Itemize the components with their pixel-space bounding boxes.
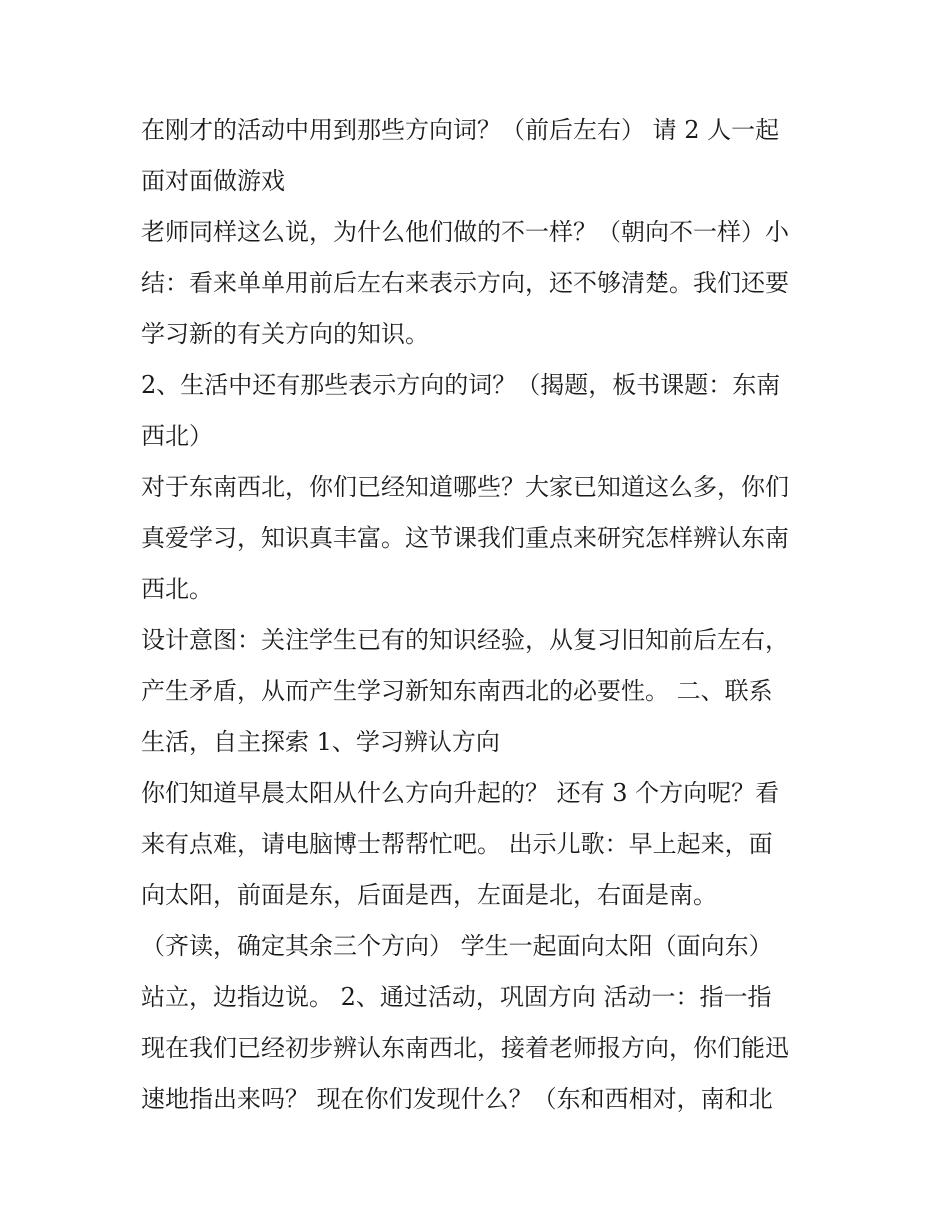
text-line: 面对面做游戏 [141,167,285,195]
text-line: 产生矛盾，从而产生学习新知东南西北的必要性。 二、联系 [141,677,773,705]
text-line: 对于东南西北，你们已经知道哪些？大家已知道这么多，你们 [141,473,789,501]
text-line: 学习新的有关方向的知识。 [141,320,429,348]
text-line: 老师同样这么说，为什么他们做的不一样？（朝向不一样）小 [141,218,789,246]
text-line: 设计意图：关注学生已有的知识经验，从复习旧知前后左右， [141,626,789,654]
text-line: 结：看来单单用前后左右来表示方向，还不够清楚。我们还要 [141,269,789,297]
text-line: 向太阳，前面是东，后面是西，左面是北，右面是南。 [141,881,717,909]
document-body [141,110,821,1130]
text-line: （齐读，确定其余三个方向） 学生一起面向太阳（面向东） [141,932,773,960]
text-line: 西北） [141,422,213,450]
text-line: 现在我们已经初步辨认东南西北，接着老师报方向，你们能迅 [141,1034,789,1062]
text-line: 速地指出来吗？ 现在你们发现什么？（东和西相对，南和北 [141,1085,773,1113]
text-line: 生活，自主探索 1、学习辨认方向 [141,728,500,756]
text-line: 站立，边指边说。 2、通过活动，巩固方向 活动一：指一指 [141,983,772,1011]
text-line: 2、生活中还有那些表示方向的词？（揭题，板书课题：东南 [141,371,781,399]
text-line: 西北。 [141,575,213,603]
text-line: 在刚才的活动中用到那些方向词？（前后左右） 请 2 人一起 [141,116,780,144]
text-line: 真爱学习，知识真丰富。这节课我们重点来研究怎样辨认东南 [141,524,789,552]
text-line: 你们知道早晨太阳从什么方向升起的？ 还有 3 个方向呢？看 [141,779,780,807]
text-line: 来有点难，请电脑博士帮帮忙吧。 出示儿歌：早上起来，面 [141,830,773,858]
